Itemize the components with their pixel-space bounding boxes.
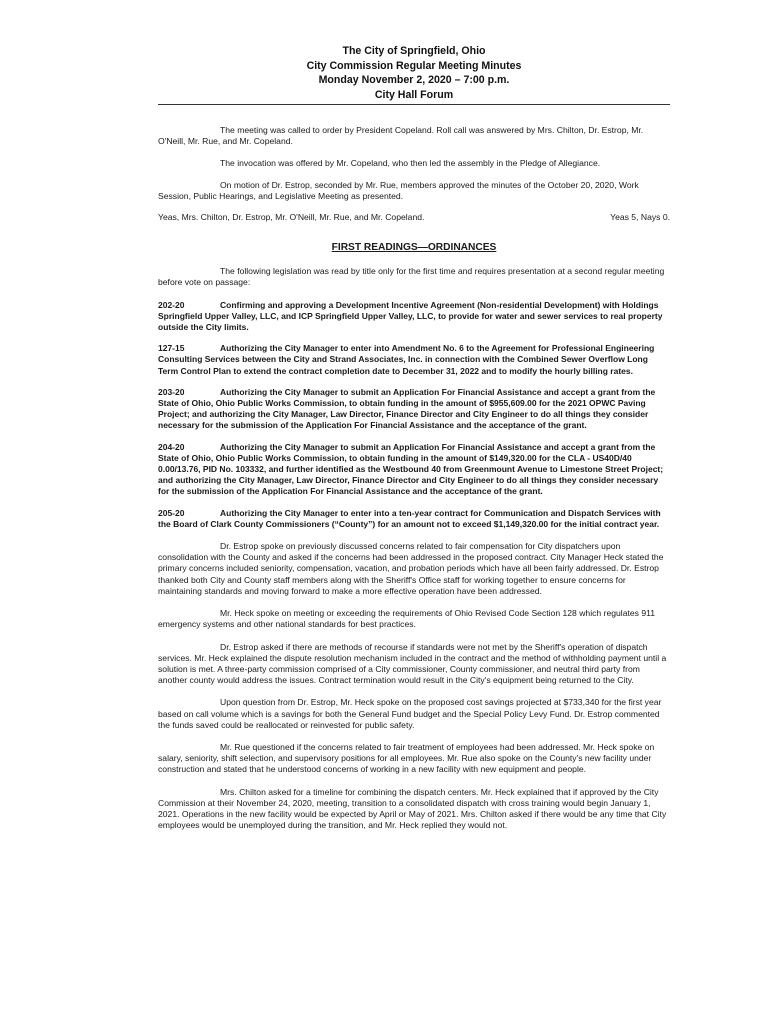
vote-line — [158, 212, 670, 223]
header-date: Monday November 2, 2020 – 7:00 p.m. — [318, 74, 510, 86]
ordinance-item — [158, 442, 670, 498]
ordinance-text: Authorizing the City Manager to submit an Application For Financial Assistance and accept a grant from the State of Ohio, Ohio Public Works Commission, to obtain funding in the amount of $149,320.00 for the CLA - US40D/40 0.00/13.76, PID No. 103332, and further identified as the Westbound 40 from Greenmount Avenue to Limestone Street Project; and authorizing the City Manager, Law Director, Finance Director and City Engineer to do all things they consider necessary for the submission of the Application For Financial Assistance and the acceptance of the grant. — [158, 441, 664, 497]
minutes-approval-paragraph: On motion of Dr. Estrop, seconded by Mr. Rue, members approved the minutes of the October 20, 2020, Work Session, Public Hearings, and Legislative Meeting as presented. — [158, 179, 639, 201]
ordinance-item — [158, 508, 670, 530]
header-divider — [158, 104, 670, 105]
ordinance-text: Authorizing the City Manager to submit an Application For Financial Assistance and accept a grant from the State of Ohio, Ohio Public Works Commission, to obtain funding in the amount of $955,609.00 for the 2021 OPWC Paving Project; and authorizing the City Manager, Law Director, Finance Director and City Engineer to do all things they consider necessary for the submission of the Application For Financial Assistance and the acceptance of the grant. — [158, 386, 656, 431]
header-location: City Hall Forum — [374, 88, 454, 101]
discussion-paragraph: Upon question from Dr. Estrop, Mr. Heck spoke on the proposed cost savings projected at $733,340 for the first year based on call volume which is a savings for both the General Fund budget and the Special Policy Levy Fund. Dr. Estrop commented the funds saved could be reallocated or reinvested for public safety. — [158, 697, 662, 730]
vote-names: Yeas, Mrs. Chilton, Dr. Estrop, Mr. O'Neill, Mr. Rue, and Mr. Copeland. — [158, 212, 425, 223]
section-heading: FIRST READINGS—ORDINANCES — [331, 242, 497, 254]
ordinance-number: 204-20 — [158, 441, 185, 452]
section-intro: The following legislation was read by title only for the first time and requires presentation at a second regular meeting before vote on passage: — [158, 266, 665, 288]
header-meeting-type: City Commission Regular Meeting Minutes — [306, 59, 522, 72]
header-city: The City of Springfield, Ohio — [342, 45, 486, 57]
ordinance-text: Confirming and approving a Development Incentive Agreement (Non-residential Development) with Holdings Springfield Upper Valley, LLC, and ICP Springfield Upper Valley, LLC, to provide for water and sewer services to real property outside the City limits. — [158, 299, 663, 333]
ordinance-number: 203-20 — [158, 386, 185, 397]
ordinance-text: Authorizing the City Manager to enter into a ten-year contract for Communication and Dispatch Services with the Board of Clark County Commissioners (“County”) for an amount not to exceed $1,149,320.00 for the initial contract year. — [158, 507, 661, 529]
document-header — [158, 44, 670, 102]
ordinance-item — [158, 300, 670, 334]
ordinance-number: 205-20 — [158, 507, 185, 518]
invocation-paragraph: The invocation was offered by Mr. Copeland, who then led the assembly in the Pledge of Allegiance. — [220, 158, 601, 169]
ordinance-item — [158, 343, 670, 377]
ordinance-number: 127-15 — [158, 343, 185, 354]
call-to-order-paragraph: The meeting was called to order by President Copeland. Roll call was answered by Mrs. Chilton, Dr. Estrop, Mr. O'Neill, Mr. Rue, and Mr. Copeland. — [158, 125, 644, 147]
discussion-paragraph: Mr. Rue questioned if the concerns related to fair treatment of employees had been addressed. Mr. Heck spoke on salary, seniority, shift selection, and supervisory positions for all employees. Mr. Rue also spoke on the County's new facility under construction and stated that he understood concerns of working in a new facility with new equipment and people. — [158, 741, 655, 775]
ordinance-text: Authorizing the City Manager to enter into Amendment No. 6 to the Agreement for Professional Engineering Consulting Services between the City and Strand Associates, Inc. in connection with the Combined Sewer Overflow Long Term Control Plan to extend the contract completion date to December 31, 2022 and to modify the hourly billing rates. — [158, 343, 655, 376]
ordinance-number: 202-20 — [158, 299, 185, 310]
discussion-paragraph: Mr. Heck spoke on meeting or exceeding the requirements of Ohio Revised Code Section 128 which regulates 911 emergency systems and other national standards for best practices. — [158, 608, 656, 630]
minutes-page — [158, 44, 670, 831]
discussion-paragraph: Mrs. Chilton asked for a timeline for combining the dispatch centers. Mr. Heck explained that if approved by the City Commission at their November 24, 2020, meeting, transition to a consolidated dispatch with cross training would begin January 1, 2021. Operations in the new facility would be expected by April or May of 2021. Mrs. Chilton asked if there would be any time that City employees would be unemployed during the transition, and Mr. Heck replied they would not. — [158, 786, 667, 831]
ordinance-item — [158, 387, 670, 432]
vote-tally: Yeas 5, Nays 0. — [610, 212, 670, 223]
discussion-paragraph: Dr. Estrop spoke on previously discussed concerns related to fair compensation for City dispatchers upon consolidation with the County and asked if the concerns had been addressed in the proposed contract. City Manager Heck stated the primary concerns included seniority, compensation, vacation, and probation periods which have all been fairly addressed. Dr. Estrop thanked both City and County staff members along with the Sheriff's Office staff for working together to ensure concerns for maintaining standards and moving forward to make a more effective operation have been addressed. — [158, 541, 664, 596]
discussion-paragraph: Dr. Estrop asked if there are methods of recourse if standards were not met by the Sheriff's operation of dispatch services. Mr. Heck explained the dispute resolution mechanism included in the contract and the method of withholding payment until a solution is met. A three-party commission comprised of a City commissioner, County commissioner, and neutral third party from another county would address the issues. Contract termination would result in the City's equipment being returned to the City. — [158, 641, 667, 686]
